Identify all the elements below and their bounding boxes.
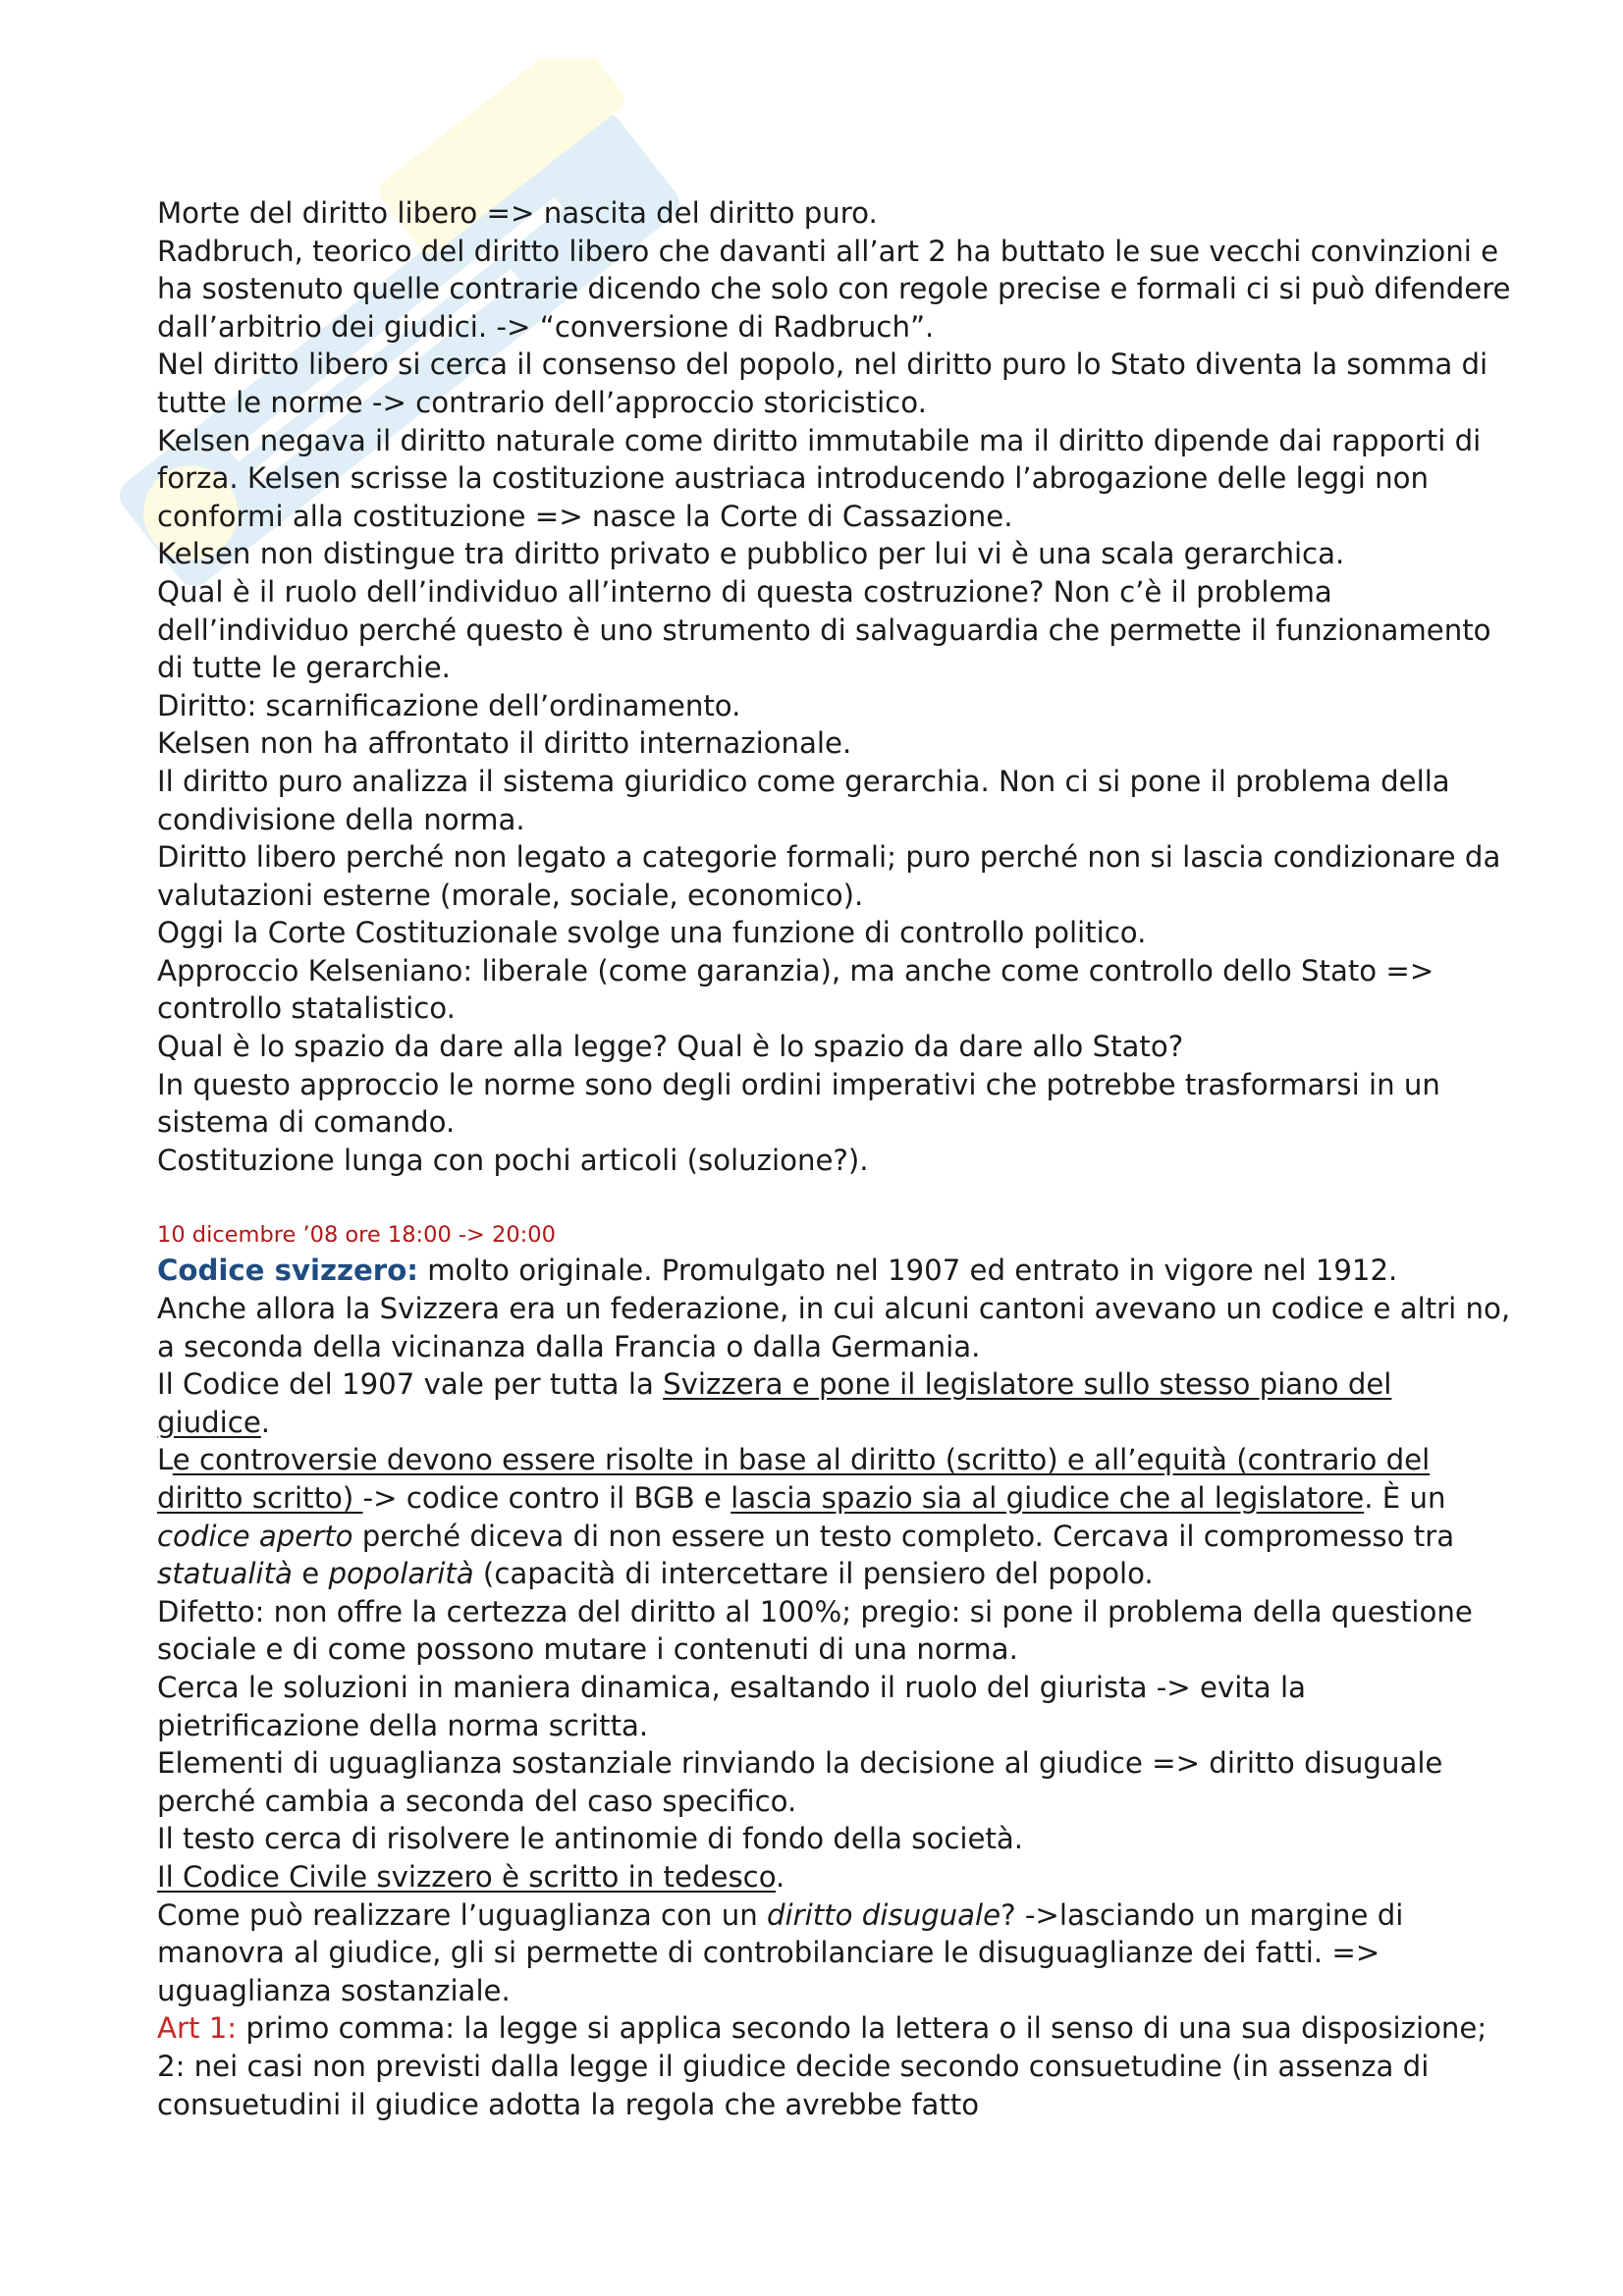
text-run: . — [776, 1859, 785, 1894]
italic-text: statualità — [157, 1557, 293, 1591]
paragraph: Oggi la Corte Costituzionale svolge una funzione di controllo politico. — [157, 916, 1147, 950]
paragraph: Costituzione lunga con pochi articoli (soluzione?). — [157, 1143, 869, 1177]
underlined-text: Il Codice Civile svizzero è scritto in tedesco — [157, 1859, 777, 1894]
paragraph — [157, 2009, 1512, 2123]
document-body — [157, 194, 1512, 2123]
text-run: primo comma: la legge si applica secondo la lettera o il senso di una sua disposizione; 2: nei casi non previsti dalla legge il giudice decide secondo consuetudine (in assenza di consuetudini il giudice adotta la regola che avrebbe fatto — [157, 2011, 1488, 2121]
text-run: . È un — [1364, 1481, 1446, 1515]
paragraph: In questo approccio le norme sono degli ordini imperativi che potrebbe trasformarsi in un sistema di comando. — [157, 1067, 1440, 1140]
paragraph: Nel diritto libero si cerca il consenso del popolo, nel diritto puro lo Stato diventa la somma di tutte le norme -> contrario dell’approccio storicistico. — [157, 347, 1488, 419]
paragraph: Approccio Kelseniano: liberale (come garanzia), ma anche come controllo dello Stato => controllo statalistico. — [157, 953, 1434, 1026]
paragraph: Difetto: non offre la certezza del diritto al 100%; pregio: si pone il problema della questione sociale e di come possono mutare i contenuti di una norma. — [157, 1594, 1473, 1667]
paragraph: Radbruch, teorico del diritto libero che davanti all’art 2 ha buttato le sue vecchi convinzioni e ha sostenuto quelle contrarie dicendo che solo con regole precise e formali ci si può difendere dall’arbitrio dei giudici. -> “conversione di Radbruch”. — [157, 234, 1511, 344]
text-run: molto originale. Promulgato nel 1907 ed entrato in vigore nel 1912. — [417, 1254, 1398, 1288]
paragraph — [157, 1252, 1512, 1290]
text-run: . — [260, 1405, 271, 1439]
paragraph: Il diritto puro analizza il sistema giuridico come gerarchia. Non ci si pone il problema della condivisione della norma. — [157, 764, 1450, 836]
article-label: Art 1: — [157, 2011, 238, 2046]
paragraph: Cerca le soluzioni in maniera dinamica, esaltando il ruolo del giurista -> evita la pietrificazione della norma scritta. — [157, 1670, 1306, 1742]
text-run: e — [292, 1557, 329, 1591]
paragraph: Diritto: scarnificazione dell’ordinamento. — [157, 688, 741, 722]
paragraph — [157, 1441, 1512, 1592]
text-run: perché diceva di non essere un testo completo. Cercava il compromesso tra — [352, 1519, 1455, 1553]
paragraph: Morte del diritto libero => nascita del diritto puro. — [157, 196, 878, 230]
section-kelsen — [157, 194, 1512, 1179]
underlined-text: e controversie devono essere risolte in base al diritto (scritto) e all’equità (contrario del diritto scritto) — [157, 1443, 1431, 1515]
paragraph: Qual è lo spazio da dare alla legge? Qual è lo spazio da dare allo Stato? — [157, 1030, 1184, 1064]
paragraph: Il testo cerca di risolvere le antinomie di fondo della società. — [157, 1822, 1024, 1856]
text-run: -> codice contro il BGB e — [362, 1481, 731, 1515]
paragraph: Diritto libero perché non legato a categorie formali; puro perché non si lascia condizionare da valutazioni esterne (morale, sociale, economico). — [157, 840, 1501, 912]
paragraph — [157, 1858, 1512, 1896]
text-run: ? ->lasciando un margine di manovra al giudice, gli si permette di controbilanciare le disuguaglianze dei fatti. => uguaglianza sostanziale. — [157, 1897, 1404, 2007]
paragraph: Qual è il ruolo dell’individuo all’interno di questa costruzione? Non c’è il problema dell’individuo perché questo è uno strumento di salvaguardia che permette il funzionamento di tutte le gerarchie. — [157, 574, 1491, 685]
italic-text: diritto disuguale — [766, 1897, 1001, 1932]
italic-text: codice aperto — [157, 1519, 353, 1553]
text-run: L — [157, 1443, 173, 1477]
section-codice-svizzero — [157, 1252, 1512, 2123]
paragraph: Anche allora la Svizzera era un federazione, in cui alcuni cantoni avevano un codice e altri no, a seconda della vicinanza dalla Francia o dalla Germania. — [157, 1292, 1511, 1363]
text-run: Come può realizzare l’uguaglianza con un — [157, 1897, 767, 1932]
italic-text: popolarità — [328, 1557, 474, 1591]
underlined-text: lascia spazio sia al giudice che al legislatore — [730, 1481, 1365, 1515]
text-run: Il Codice del 1907 vale per tutta la — [157, 1367, 664, 1402]
paragraph: Kelsen non distingue tra diritto privato e pubblico per lui vi è una scala gerarchica. — [157, 537, 1345, 571]
paragraph — [157, 1365, 1512, 1441]
paragraph — [157, 1896, 1512, 2010]
section-title: Codice svizzero: — [157, 1254, 418, 1288]
lecture-date: 10 dicembre ’08 ore 18:00 -> 20:00 — [157, 1222, 556, 1249]
text-run: (capacità di intercettare il pensiero del popolo. — [473, 1557, 1154, 1591]
underlined-text: Svizzera e pone il legislatore sullo stesso piano del giudice — [157, 1367, 1392, 1439]
paragraph: Kelsen negava il diritto naturale come diritto immutabile ma il diritto dipende dai rapporti di forza. Kelsen scrisse la costituzione austriaca introducendo l’abrogazione delle leggi non conformi alla costituzione => nasce la Corte di Cassazione. — [157, 423, 1482, 533]
paragraph: Kelsen non ha affrontato il diritto internazionale. — [157, 726, 852, 761]
paragraph: Elementi di uguaglianza sostanziale rinviando la decisione al giudice => diritto disuguale perché cambia a seconda del caso specifico. — [157, 1746, 1443, 1818]
